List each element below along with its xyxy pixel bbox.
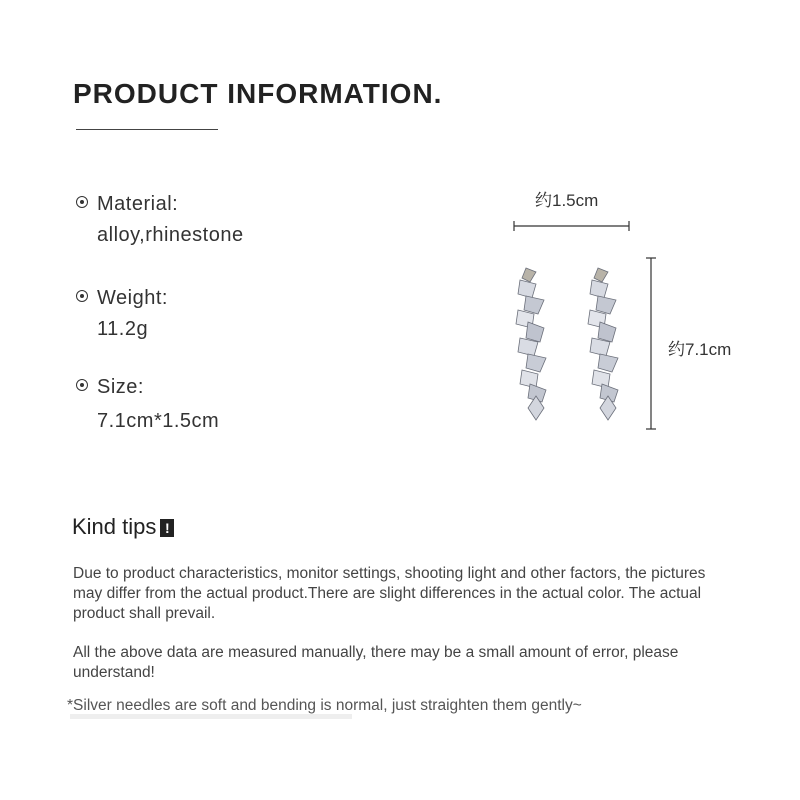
kind-tips-title: [72, 514, 174, 540]
spec-value: alloy,rhinestone: [97, 224, 244, 246]
height-dimension-line: [646, 258, 656, 429]
spec-label: Weight:: [97, 287, 168, 309]
width-dimension-line: [514, 221, 629, 231]
warning-icon: !: [160, 519, 174, 537]
earring-right-icon: [588, 268, 618, 420]
spec-label: Size:: [97, 376, 144, 398]
tips-paragraph-1: Due to product characteristics, monitor settings, shooting light and other factors, the pictures may differ from the actual product.There are slight differences in the actual color. The actual product shall prevail.: [73, 565, 706, 622]
tips-paragraph-2: All the above data are measured manually, there may be a small amount of error, please understand!: [73, 644, 679, 681]
spec-label: Material:: [97, 193, 179, 215]
kind-tips-label: Kind tips: [72, 514, 157, 539]
page-title: PRODUCT INFORMATION.: [73, 78, 443, 109]
earring-left-icon: [516, 268, 546, 420]
height-label: 约7.1cm: [668, 340, 732, 359]
silver-needle-note: *Silver needles are soft and bending is normal, just straighten them gently~: [67, 697, 582, 714]
spec-value: 7.1cm*1.5cm: [97, 410, 220, 432]
width-label: 约1.5cm: [535, 191, 599, 210]
spec-value: 11.2g: [97, 318, 149, 340]
